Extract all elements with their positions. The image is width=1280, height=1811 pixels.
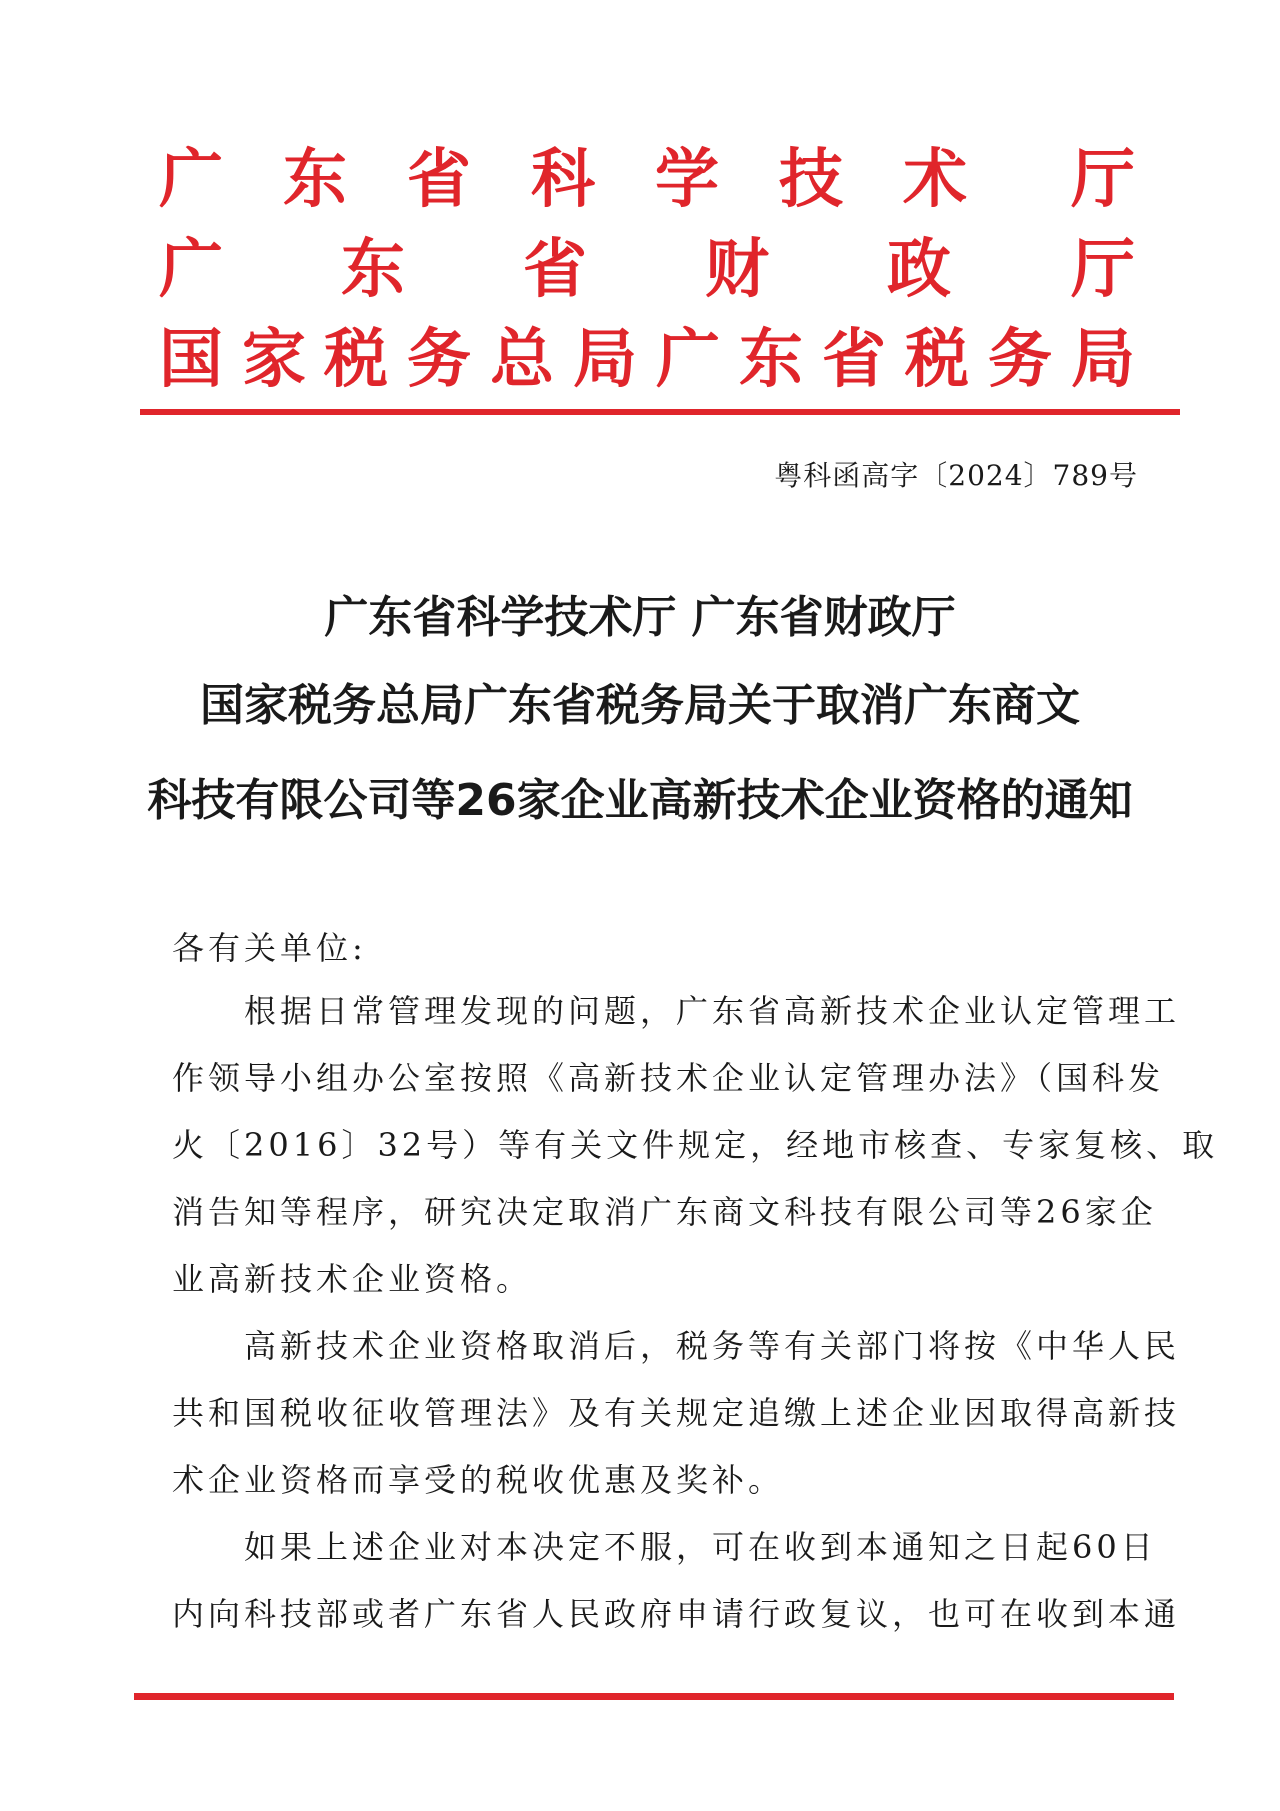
issuer-char: 政 [887, 233, 951, 307]
body-line: 根据日常管理发现的问题，广东省高新技术企业认定管理工 [172, 992, 1181, 1030]
issuer-char: 总 [490, 323, 554, 397]
body-line: 火〔2016〕32号）等有关文件规定，经地市核查、专家复核、取 [172, 1126, 1219, 1164]
issuer-char: 税 [324, 323, 388, 397]
issuer-char: 局 [1071, 323, 1135, 397]
title-line-1: 广东省科学技术厅 广东省财政厅 [324, 592, 956, 643]
body-line: 内向科技部或者广东省人民政府申请行政复议，也可在收到本通 [172, 1595, 1181, 1633]
header-divider [140, 409, 1180, 415]
issuer-char: 技 [779, 143, 843, 217]
body-line: 共和国税收征收管理法》及有关规定追缴上述企业因取得高新技 [172, 1394, 1181, 1432]
issuer-char: 省 [822, 323, 886, 397]
issuer-char: 科 [531, 143, 595, 217]
issuer-char: 学 [655, 143, 719, 217]
issuer-char: 局 [573, 323, 637, 397]
issuer-char: 税 [905, 323, 969, 397]
footer-divider [134, 1693, 1174, 1700]
issuer-line-1 [0, 137, 1280, 223]
body-line: 术企业资格而享受的税收优惠及奖补。 [172, 1461, 785, 1499]
issuer-char: 家 [242, 323, 306, 397]
issuer-char: 东 [341, 233, 405, 307]
body-line: 消告知等程序，研究决定取消广东商文科技有限公司等26家企 [172, 1193, 1157, 1231]
title-line-2: 国家税务总局广东省税务局关于取消广东商文 [200, 680, 1080, 731]
issuer-line-2 [0, 227, 1280, 313]
body-line: 如果上述企业对本决定不服，可在收到本通知之日起60日 [172, 1528, 1157, 1566]
issuer-char: 广 [656, 323, 720, 397]
issuer-char: 国 [159, 323, 223, 397]
salutation: 各有关单位: [172, 929, 367, 967]
issuer-char: 东 [283, 143, 347, 217]
issuer-char: 广 [159, 143, 223, 217]
body-line: 业高新技术企业资格。 [172, 1260, 533, 1298]
issuer-char: 东 [739, 323, 803, 397]
title-line-3: 科技有限公司等26家企业高新技术企业资格的通知 [147, 775, 1133, 826]
body-line: 作领导小组办公室按照《高新技术企业认定管理办法》（国科发 [172, 1059, 1165, 1097]
body-line: 高新技术企业资格取消后，税务等有关部门将按《中华人民 [172, 1327, 1181, 1365]
issuer-line-3 [0, 317, 1280, 403]
issuer-char: 广 [159, 233, 223, 307]
issuer-char: 省 [407, 143, 471, 217]
issuer-char: 务 [988, 323, 1052, 397]
issuer-char: 术 [903, 143, 967, 217]
issuer-char: 厅 [1071, 233, 1135, 307]
issuer-char: 务 [407, 323, 471, 397]
issuer-char: 省 [523, 233, 587, 307]
document-number: 粤科函高字〔2024〕789号 [774, 459, 1138, 492]
issuer-char: 财 [705, 233, 769, 307]
issuer-char: 厅 [1071, 143, 1135, 217]
